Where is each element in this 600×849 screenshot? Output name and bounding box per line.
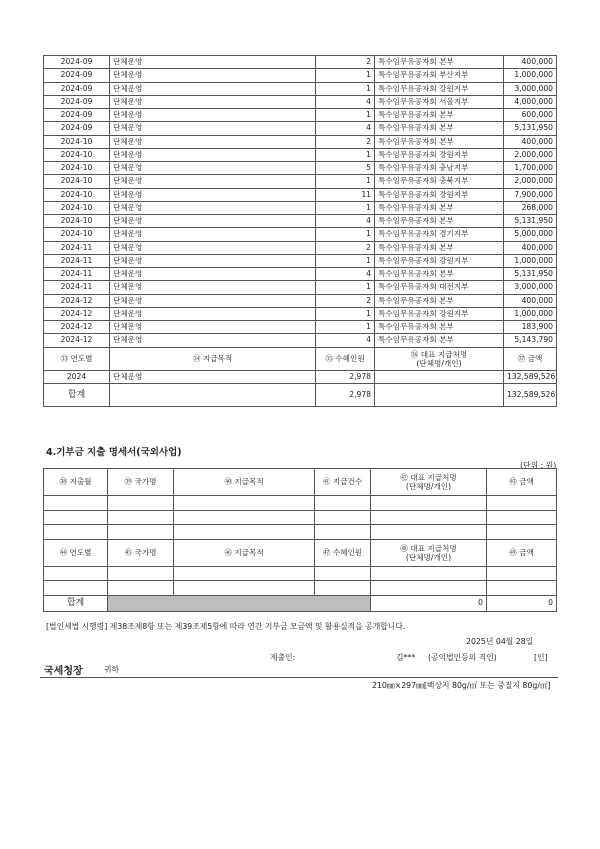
detail-row xyxy=(44,135,557,148)
total-row xyxy=(44,383,557,406)
detail-amount: 5,131,950 xyxy=(504,215,557,228)
detail-count: 2 xyxy=(316,294,375,307)
header-representative-line1: ㊱ 대표 지급처명 xyxy=(410,349,468,359)
detail-purpose: 단체운영 xyxy=(110,268,316,281)
detail-row xyxy=(44,294,557,307)
h1-amount: ㊸ 금액 xyxy=(487,469,557,496)
detail-period: 2024-12 xyxy=(44,307,110,320)
submitter-role: (공익법인등의 직인) xyxy=(428,653,497,662)
overseas-total-amount: 0 xyxy=(487,595,557,611)
detail-count: 4 xyxy=(316,215,375,228)
detail-recipient: 특수임무유공자회 강원지부 xyxy=(375,254,504,267)
overseas-empty-row xyxy=(44,525,557,540)
detail-count: 1 xyxy=(316,201,375,214)
detail-period: 2024-12 xyxy=(44,321,110,334)
law-note: [법인세법 시행령] 제38조제8항 또는 제39조제5항에 따라 연간 기부금 모금액 및 활용실적을 공개합니다. xyxy=(46,622,406,631)
detail-period: 2024-10 xyxy=(44,148,110,161)
detail-recipient: 특수임무유공자회 본부 xyxy=(375,135,504,148)
overseas-total-row xyxy=(44,595,557,611)
detail-amount: 400,000 xyxy=(504,241,557,254)
detail-period: 2024-09 xyxy=(44,109,110,122)
detail-row xyxy=(44,201,557,214)
detail-period: 2024-12 xyxy=(44,334,110,347)
detail-purpose: 단체운영 xyxy=(110,175,316,188)
submission-date: 2025년 04월 28일 xyxy=(466,637,534,646)
detail-row xyxy=(44,321,557,334)
detail-purpose: 단체운영 xyxy=(110,307,316,320)
seal-mark: [인] xyxy=(534,653,548,662)
detail-period: 2024-09 xyxy=(44,122,110,135)
header-amount: ㊲ 금액 xyxy=(504,347,557,370)
detail-recipient: 특수임무유공자회 본부 xyxy=(375,122,504,135)
summary-row xyxy=(44,370,557,383)
detail-row xyxy=(44,215,557,228)
detail-purpose: 단체운영 xyxy=(110,69,316,82)
detail-recipient: 특수임무유공자회 서울지부 xyxy=(375,95,504,108)
detail-amount: 5,131,950 xyxy=(504,268,557,281)
h2-year: ㊹ 연도별 xyxy=(44,539,108,566)
detail-purpose: 단체운영 xyxy=(110,148,316,161)
detail-purpose: 단체운영 xyxy=(110,82,316,95)
h1-count: ㊶ 지급건수 xyxy=(315,469,371,496)
detail-row xyxy=(44,175,557,188)
unit-label: (단위 : 원) xyxy=(520,461,557,470)
detail-row xyxy=(44,109,557,122)
detail-row xyxy=(44,334,557,347)
detail-period: 2024-10 xyxy=(44,201,110,214)
detail-period: 2024-09 xyxy=(44,82,110,95)
detail-row xyxy=(44,95,557,108)
detail-recipient: 특수임무유공자회 본부 xyxy=(375,201,504,214)
detail-count: 1 xyxy=(316,281,375,294)
detail-purpose: 단체운영 xyxy=(110,109,316,122)
summary-header-row xyxy=(44,347,557,370)
detail-row xyxy=(44,56,557,69)
detail-period: 2024-10 xyxy=(44,175,110,188)
detail-row xyxy=(44,82,557,95)
detail-recipient: 특수임무유공자회 부산지부 xyxy=(375,69,504,82)
detail-purpose: 단체운영 xyxy=(110,201,316,214)
detail-count: 1 xyxy=(316,109,375,122)
detail-count: 2 xyxy=(316,135,375,148)
detail-row xyxy=(44,307,557,320)
detail-recipient: 특수임무유공자회 본부 xyxy=(375,241,504,254)
detail-count: 11 xyxy=(316,188,375,201)
detail-amount: 400,000 xyxy=(504,135,557,148)
overseas-empty-row xyxy=(44,581,557,596)
summary-purpose: 단체운영 xyxy=(110,370,316,383)
detail-count: 2 xyxy=(316,241,375,254)
detail-amount: 2,000,000 xyxy=(504,175,557,188)
detail-purpose: 단체운영 xyxy=(110,334,316,347)
detail-period: 2024-11 xyxy=(44,241,110,254)
summary-year: 2024 xyxy=(44,370,110,383)
detail-row xyxy=(44,122,557,135)
overseas-header-row-2 xyxy=(44,539,557,566)
detail-recipient: 특수임무유공자회 본부 xyxy=(375,268,504,281)
detail-recipient: 특수임무유공자회 본부 xyxy=(375,215,504,228)
detail-period: 2024-10 xyxy=(44,162,110,175)
detail-recipient: 특수임무유공자회 대전지부 xyxy=(375,281,504,294)
detail-row xyxy=(44,241,557,254)
detail-period: 2024-09 xyxy=(44,69,110,82)
detail-count: 1 xyxy=(316,254,375,267)
h1-purpose: ㊵ 지급목적 xyxy=(174,469,315,496)
honorific: 귀하 xyxy=(104,665,120,674)
detail-purpose: 단체운영 xyxy=(110,122,316,135)
detail-amount: 1,000,000 xyxy=(504,69,557,82)
summary-amount: 132,589,526 xyxy=(504,370,557,383)
detail-count: 4 xyxy=(316,122,375,135)
detail-recipient: 특수임무유공자회 충남지부 xyxy=(375,162,504,175)
header-year: ㉝ 연도별 xyxy=(44,347,110,370)
domestic-expenditure-table xyxy=(43,55,557,407)
detail-amount: 5,143,790 xyxy=(504,334,557,347)
total-purpose xyxy=(110,383,316,406)
detail-recipient: 특수임무유공자회 강원지부 xyxy=(375,188,504,201)
detail-amount: 1,000,000 xyxy=(504,307,557,320)
total-label: 합계 xyxy=(44,383,110,406)
detail-row xyxy=(44,228,557,241)
detail-recipient: 특수임무유공자회 강원지부 xyxy=(375,82,504,95)
detail-count: 1 xyxy=(316,307,375,320)
h2-rep-line1: ㊽ 대표 지급처명 xyxy=(400,543,457,553)
section4-title: 4.기부금 지출 명세서(국외사업) xyxy=(46,447,182,458)
overseas-empty-row xyxy=(44,496,557,511)
detail-count: 1 xyxy=(316,175,375,188)
h2-amount: ㊾ 금액 xyxy=(487,539,557,566)
h2-rep-line2: (단체명/개인) xyxy=(405,552,452,562)
detail-period: 2024-10 xyxy=(44,215,110,228)
detail-amount: 400,000 xyxy=(504,294,557,307)
detail-purpose: 단체운영 xyxy=(110,56,316,69)
detail-period: 2024-11 xyxy=(44,268,110,281)
detail-amount: 4,000,000 xyxy=(504,95,557,108)
detail-count: 2 xyxy=(316,56,375,69)
detail-row xyxy=(44,268,557,281)
detail-amount: 5,131,950 xyxy=(504,122,557,135)
detail-purpose: 단체운영 xyxy=(110,294,316,307)
header-recipients: ㉟ 수혜인원 xyxy=(316,347,375,370)
detail-recipient: 특수임무유공자회 본부 xyxy=(375,109,504,122)
detail-recipient: 특수임무유공자회 본부 xyxy=(375,334,504,347)
detail-row xyxy=(44,162,557,175)
detail-purpose: 단체운영 xyxy=(110,228,316,241)
h2-country: ㊺ 국가명 xyxy=(108,539,174,566)
detail-count: 1 xyxy=(316,69,375,82)
detail-amount: 2,000,000 xyxy=(504,148,557,161)
summary-recipients: 2,978 xyxy=(316,370,375,383)
header-representative-line2: (단체명/개인) xyxy=(416,358,462,368)
detail-row xyxy=(44,69,557,82)
detail-amount: 1,700,000 xyxy=(504,162,557,175)
h2-purpose: ㊻ 지급목적 xyxy=(174,539,315,566)
detail-recipient: 특수임무유공자회 본부 xyxy=(375,56,504,69)
overseas-header-row-1 xyxy=(44,469,557,496)
detail-period: 2024-10 xyxy=(44,188,110,201)
detail-recipient: 특수임무유공자회 강원지부 xyxy=(375,307,504,320)
detail-row xyxy=(44,148,557,161)
detail-period: 2024-10 xyxy=(44,135,110,148)
total-amount: 132,589,526 xyxy=(504,383,557,406)
detail-amount: 1,000,000 xyxy=(504,254,557,267)
detail-row xyxy=(44,254,557,267)
h1-representative xyxy=(371,469,487,496)
detail-period: 2024-11 xyxy=(44,254,110,267)
total-recipients: 2,978 xyxy=(316,383,375,406)
detail-amount: 3,000,000 xyxy=(504,82,557,95)
addressee: 국세청장 xyxy=(44,666,83,677)
overseas-empty-row xyxy=(44,566,557,581)
h1-rep-line2: (단체명/개인) xyxy=(405,482,452,491)
h1-country: ㊴ 국가명 xyxy=(108,469,174,496)
detail-row xyxy=(44,188,557,201)
overseas-total-label: 합계 xyxy=(44,595,108,611)
detail-row xyxy=(44,281,557,294)
detail-count: 4 xyxy=(316,95,375,108)
detail-period: 2024-11 xyxy=(44,281,110,294)
detail-purpose: 단체운영 xyxy=(110,241,316,254)
detail-purpose: 단체운영 xyxy=(110,188,316,201)
h1-rep-line1: ㊷ 대표 지급처명 xyxy=(400,473,457,482)
header-purpose: ㉞ 지급목적 xyxy=(110,347,316,370)
detail-count: 1 xyxy=(316,148,375,161)
detail-period: 2024-09 xyxy=(44,95,110,108)
detail-count: 1 xyxy=(316,321,375,334)
detail-amount: 5,000,000 xyxy=(504,228,557,241)
detail-amount: 400,000 xyxy=(504,56,557,69)
detail-recipient: 특수임무유공자회 충북지부 xyxy=(375,175,504,188)
detail-count: 5 xyxy=(316,162,375,175)
summary-representative xyxy=(375,370,504,383)
detail-period: 2024-10 xyxy=(44,228,110,241)
header-representative xyxy=(375,347,504,370)
detail-recipient: 특수임무유공자회 본부 xyxy=(375,321,504,334)
detail-purpose: 단체운영 xyxy=(110,162,316,175)
detail-recipient: 특수임무유공자회 강원지부 xyxy=(375,148,504,161)
detail-period: 2024-12 xyxy=(44,294,110,307)
detail-amount: 600,000 xyxy=(504,109,557,122)
detail-count: 1 xyxy=(316,82,375,95)
detail-amount: 7,900,000 xyxy=(504,188,557,201)
detail-purpose: 단체운영 xyxy=(110,281,316,294)
detail-purpose: 단체운영 xyxy=(110,95,316,108)
detail-purpose: 단체운영 xyxy=(110,321,316,334)
submitter-name: 김*** xyxy=(396,653,416,662)
overseas-total-shaded xyxy=(108,595,371,611)
h1-month: ㊳ 지출월 xyxy=(44,469,108,496)
overseas-expenditure-table xyxy=(43,468,557,612)
detail-recipient: 특수임무유공자회 경기지부 xyxy=(375,228,504,241)
detail-count: 4 xyxy=(316,268,375,281)
footer-divider xyxy=(40,677,558,678)
detail-count: 4 xyxy=(316,334,375,347)
h2-recipients: ㊼ 수혜인원 xyxy=(315,539,371,566)
paper-spec: 210㎜×297㎜[백상지 80g/㎡ 또는 중질지 80g/㎡] xyxy=(372,681,551,690)
detail-amount: 268,000 xyxy=(504,201,557,214)
detail-count: 1 xyxy=(316,228,375,241)
detail-amount: 183,900 xyxy=(504,321,557,334)
total-representative xyxy=(375,383,504,406)
detail-purpose: 단체운영 xyxy=(110,215,316,228)
detail-rows xyxy=(44,56,557,348)
overseas-total-recipients: 0 xyxy=(371,595,487,611)
detail-recipient: 특수임무유공자회 본부 xyxy=(375,294,504,307)
overseas-empty-row xyxy=(44,510,557,525)
submitter-label: 제출인: xyxy=(270,653,296,662)
detail-purpose: 단체운영 xyxy=(110,135,316,148)
detail-period: 2024-09 xyxy=(44,56,110,69)
detail-purpose: 단체운영 xyxy=(110,254,316,267)
detail-amount: 3,000,000 xyxy=(504,281,557,294)
h2-representative xyxy=(371,539,487,566)
